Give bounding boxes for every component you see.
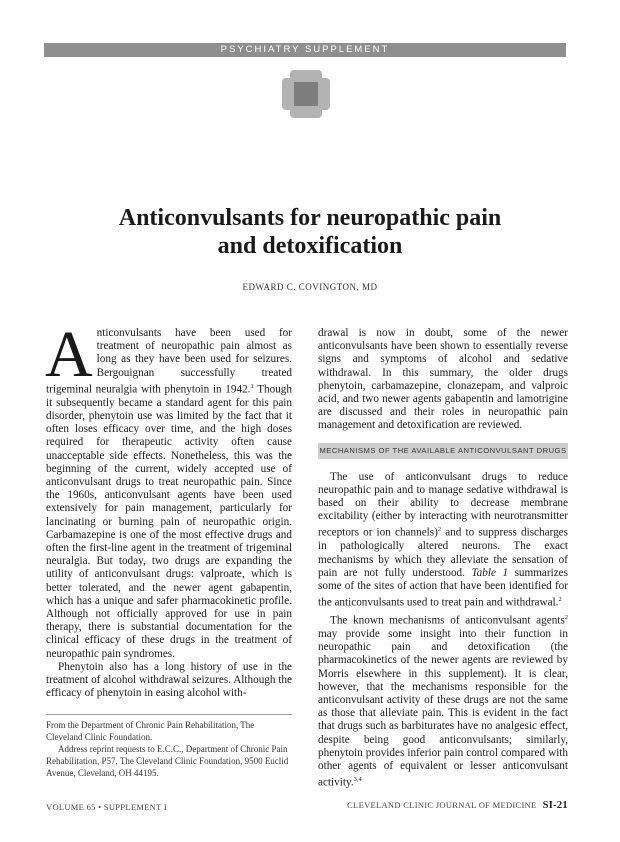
mechanisms-paragraph-2: [318, 611, 568, 790]
supplement-banner: PSYCHIATRY SUPPLEMENT: [44, 43, 566, 57]
author-byline: EDWARD C. COVINGTON, MD: [242, 282, 378, 292]
intro-text-rest: Though it subsequently became a standard agent for this pain disorder, phenytoin use was limited by the fact that it often loses efficacy over time, and the high doses required for therapeutic activity often cause unacceptable side effects. Nonetheless, this was the beginning of the current, widely accepted use of anticonvulsant drugs to treat neuropathic pain. Since the 1960s, anticonvulsant agents have been used extensively for pain management, particularly for lancinating or burning pain of neuropathic origin. Carbamazepine is one of the most effective drugs and often the first-line agent in the treatment of trigeminal neuralgia. But today, two drugs are expanding the utility of anticonvulsant drugs: valproate, which is better tolerated, and the newer agent gabapentin, which has a unique and safer pharmacokinetic profile. Although not officially approved for use in pain therapy, there is substantial documentation for the clinical efficacy of these drugs in the treatment of neuropathic pain syndromes.: [46, 383, 292, 660]
reference-marker: 1: [250, 382, 254, 390]
footer-volume: VOLUME 65 • SUPPLEMENT I: [46, 802, 167, 812]
footnote-reprint: Address reprint requests to E.C.C., Department of Chronic Pain Rehabilitation, P57, The Cleveland Clinic Foundation, 9500 Euclid Avenue, Cleveland, OH 44195.: [46, 744, 289, 778]
mech-text-b: and to suppress discharges in pathologically altered neurons. The exact mechanisms by which they alleviate the sensation of pain are not fully understood.: [318, 527, 569, 579]
drop-cap: A: [45, 318, 93, 391]
journal-name: CLEVELAND CLINIC JOURNAL OF MEDICINE: [347, 800, 537, 810]
reference-marker: 2: [558, 596, 562, 604]
continuation-paragraph: drawal is now in doubt, some of the newer anticonvulsants have been shown to essentially reverse signs and symptoms of alcohol and sedative withdrawal. In this summary, the older drugs phenytoin, carbamazepine, clonazepam, and valproic acid, and two newer agents gabapentin and lamotrigine are discussed and their roles in neuropathic pain management and detoxification are reviewed.: [318, 327, 568, 432]
section-heading: MECHANISMS OF THE AVAILABLE ANTICONVULSANT DRUGS: [318, 443, 568, 459]
left-column: [45, 318, 292, 700]
phenytoin-paragraph: Phenytoin also has a long history of use in the treatment of alcohol withdrawal seizures. Although the efficacy of phenytoin in easing alcohol with-: [46, 660, 292, 700]
intro-paragraph: [45, 318, 292, 661]
reference-marker: 3,4: [353, 776, 362, 784]
footnote-affiliation: From the Department of Chronic Pain Rehabilitation, The Cleveland Clinic Foundation.: [46, 720, 255, 742]
mechanisms-paragraph-1: [318, 471, 568, 611]
mech-text-a: The use of anticonvulsant drugs to reduce neuropathic pain and to manage sedative withdrawal is based on their ability to decrease membrane excitability (either by interacting with neurotransmitter receptors or ion channels): [318, 470, 568, 540]
affiliation-footnote: [46, 714, 292, 779]
footer-journal: [347, 800, 568, 811]
mech2-text-a: The known mechanisms of anticonvulsant agents: [330, 614, 565, 627]
title-line-1: Anticonvulsants for neuropathic pain: [118, 205, 502, 231]
mech-text-c: summarizes some of the sites of action that have been identified for the anticonvulsants used to treat pain and withdrawal.: [318, 566, 569, 609]
right-column: [318, 327, 568, 790]
table-reference: Table 1: [471, 566, 509, 579]
title-line-2: and detoxification: [217, 233, 403, 259]
reference-marker: 2: [437, 526, 442, 534]
intro-text: nticonvulsants have been used for treatment of neuropathic pain almost as long as they have been used for seizures. Bergouignan successfully treated trigeminal neuralgia with phenytoin in 1942.: [46, 327, 292, 396]
article-title: [40, 204, 580, 260]
journal-logo: [282, 70, 330, 118]
page-number: SI-21: [542, 800, 568, 811]
mech2-text-b: may provide some insight into their function in neuropathic pain and detoxification (the pharmacokinetics of the newer agents are reviewed by Morris elsewhere in this supplement). It is clear, however, that the mechanisms responsible for the anticonvulsant activity of these drugs are not the same as those that alleviate pain. This is evident in the fact that drugs such as barbiturates have no analgesic effect, despite being good anticonvulsants; similarly, phenytoin provides inferior pain control compared with other agents of equivalent or lesser anticonvulsant activity.: [318, 628, 568, 790]
reference-marker: 2: [564, 614, 568, 622]
